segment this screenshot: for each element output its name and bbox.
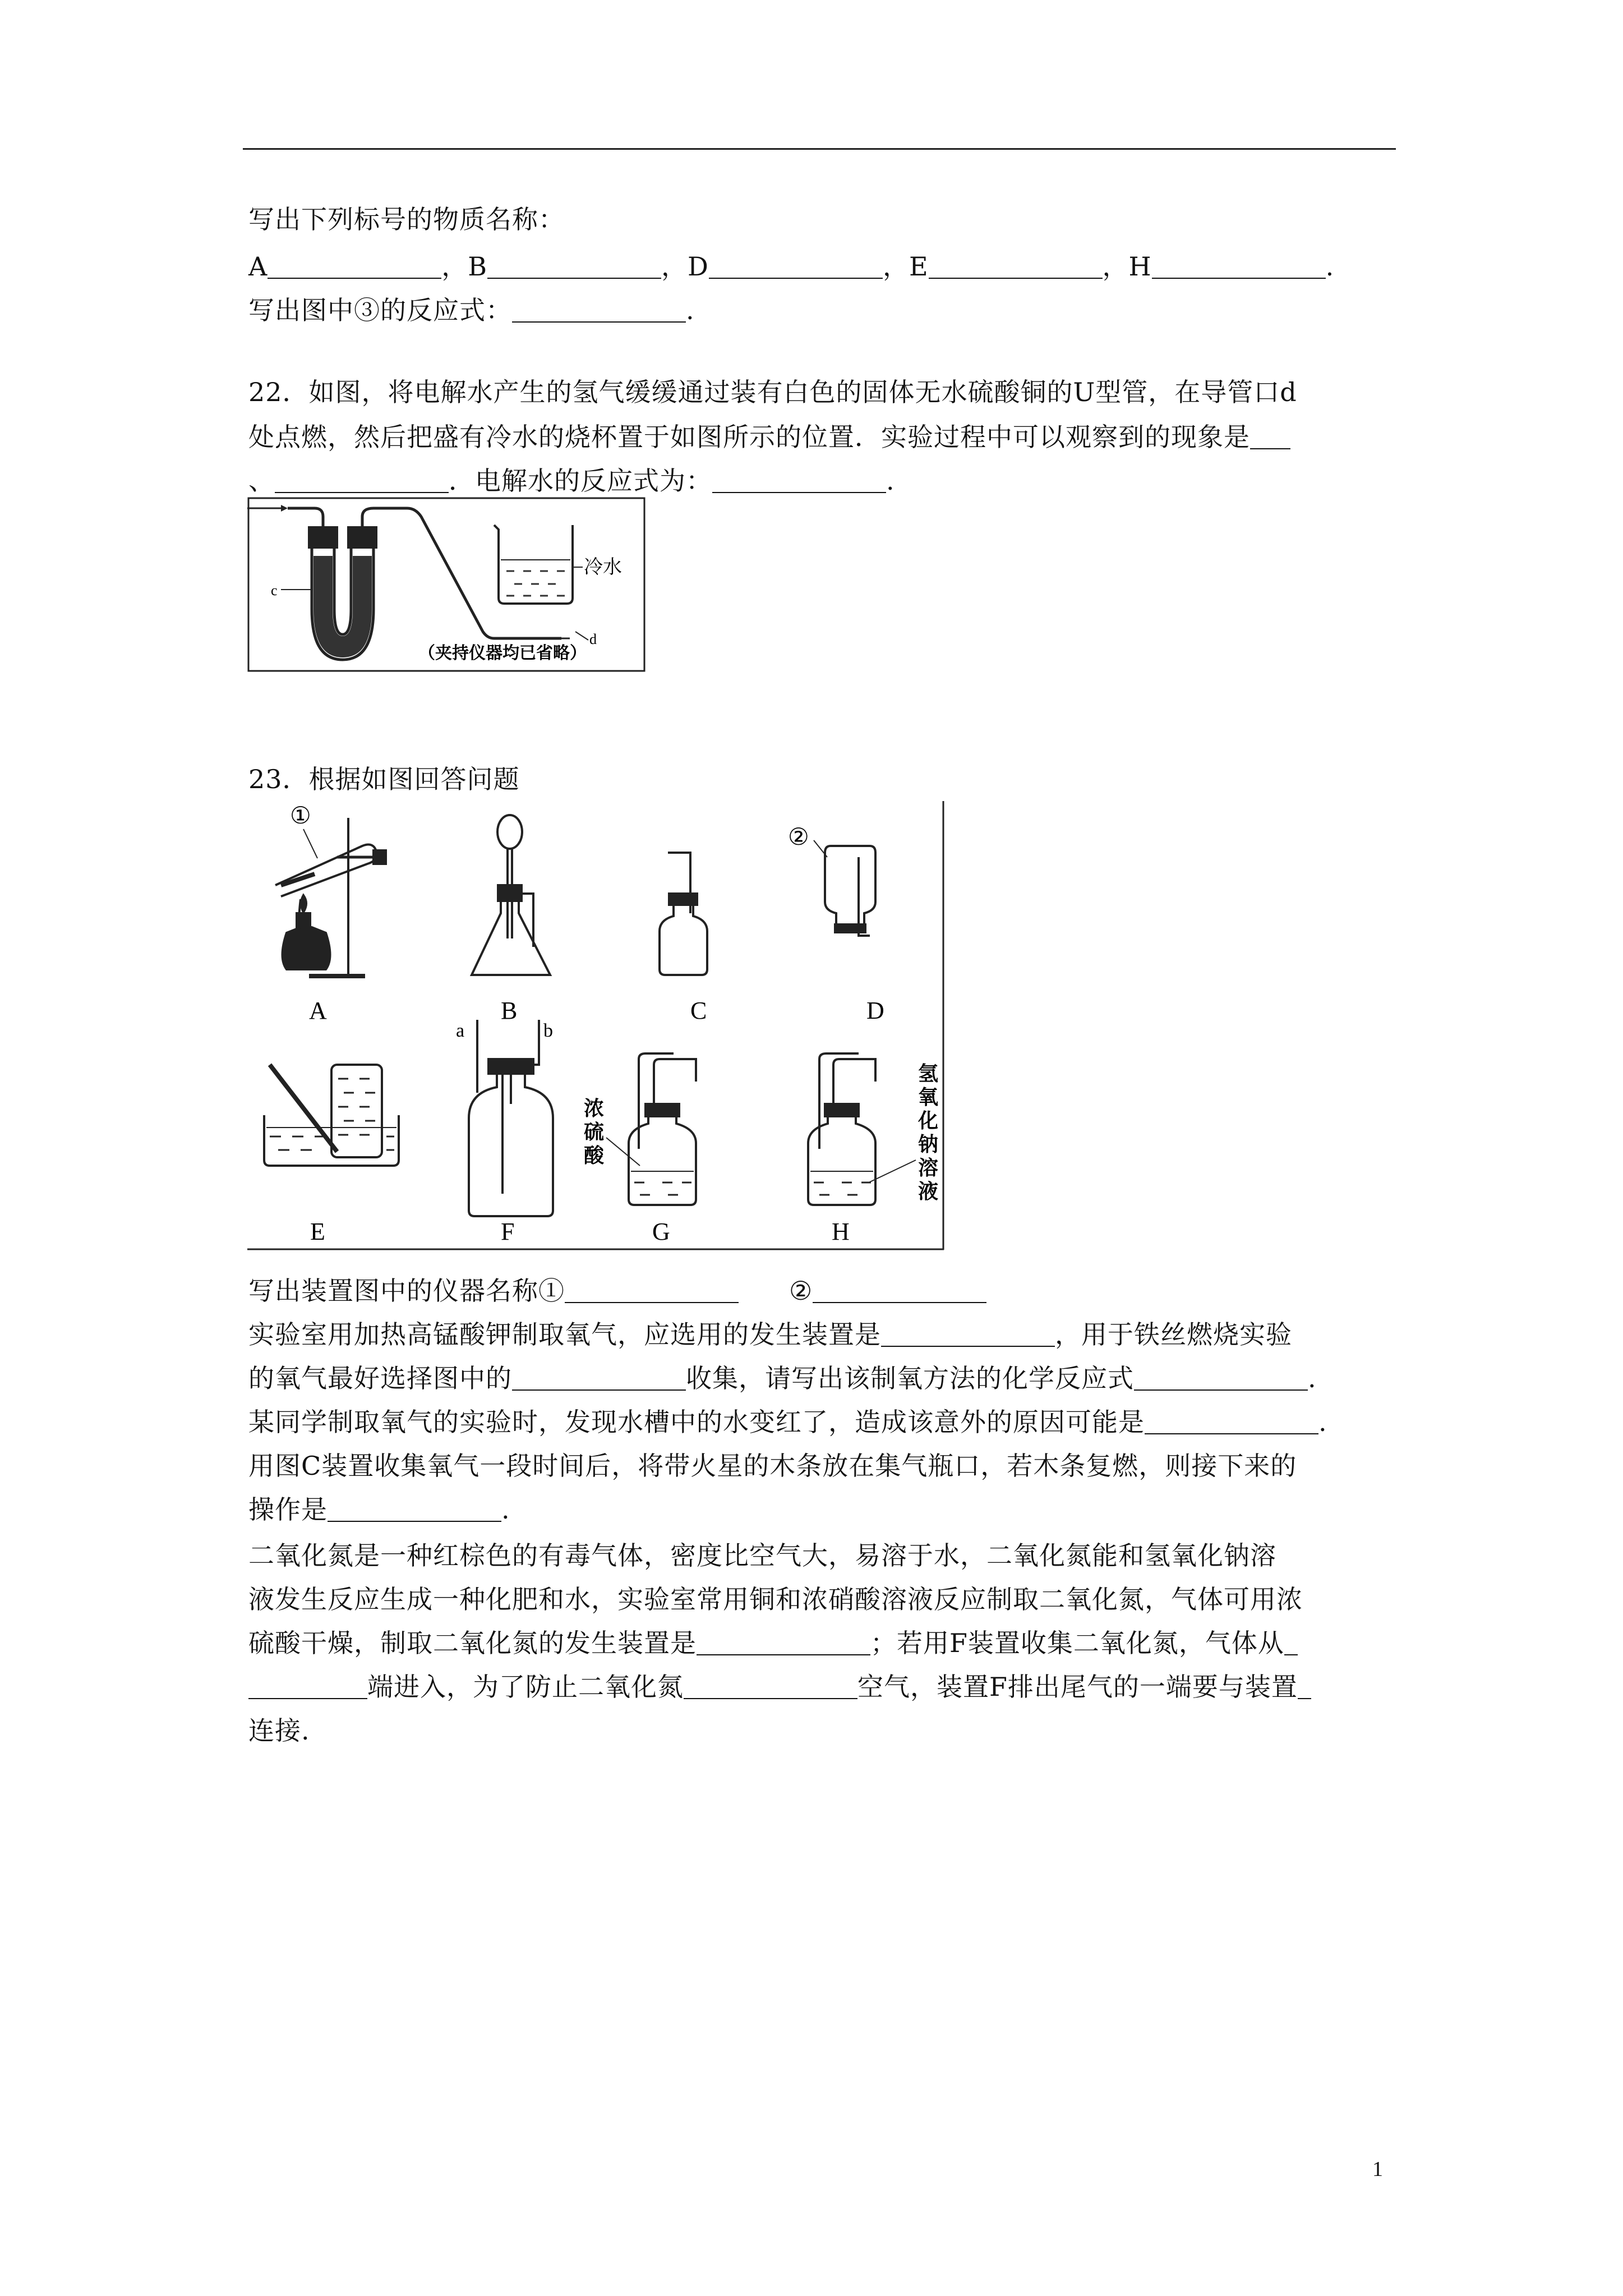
apparatus-c bbox=[660, 853, 707, 975]
q23-l4a: 某同学制取氧气的实验时，发现水槽中的水变红了，造成该意外的原因可能是 bbox=[248, 1407, 1145, 1437]
blank-electrolysis-eq[interactable] bbox=[712, 466, 886, 493]
apparatus-a bbox=[275, 818, 386, 976]
q23-l10a: 端进入，为了防止二氧化氮 bbox=[367, 1672, 684, 1702]
blank-instrument-1[interactable] bbox=[565, 1276, 739, 1303]
h-label-char-3: 化 bbox=[918, 1110, 939, 1133]
q23-line8 bbox=[248, 1577, 1303, 1621]
blank-instrument-2[interactable] bbox=[813, 1276, 986, 1303]
letter-g: G bbox=[652, 1218, 670, 1245]
header-rule bbox=[243, 148, 1396, 150]
q23-line1 bbox=[248, 1269, 986, 1313]
q22-line2-text: 处点燃，然后把盛有冷水的烧杯置于如图所示的位置．实验过程中可以观察到的现象是 bbox=[248, 422, 1250, 452]
blank-d[interactable] bbox=[709, 252, 883, 279]
letter-b: B bbox=[501, 997, 518, 1024]
q23-line5 bbox=[248, 1444, 1297, 1488]
apparatus-e bbox=[264, 1065, 399, 1166]
q23-l3b: 收集，请写出该制氧方法的化学反应式 bbox=[686, 1363, 1134, 1393]
q22-end: . bbox=[886, 466, 895, 496]
label-c: c bbox=[271, 582, 278, 599]
blank-collector[interactable] bbox=[512, 1364, 686, 1391]
q23-line6 bbox=[248, 1488, 510, 1531]
letter-a: A bbox=[309, 997, 327, 1024]
q21-prompt-text: 写出下列标号的物质名称： bbox=[248, 204, 565, 234]
blank-eq3[interactable] bbox=[512, 296, 686, 323]
port-a: a bbox=[456, 1020, 465, 1041]
h-label-char-2: 氧 bbox=[918, 1086, 939, 1109]
blank-next-step[interactable] bbox=[328, 1495, 501, 1522]
blank-tail-device[interactable] bbox=[1298, 1672, 1311, 1699]
q23-l7b: 氧化钠溶 bbox=[1171, 1540, 1276, 1571]
q22-line1 bbox=[248, 370, 1297, 414]
apparatus-b bbox=[472, 815, 550, 975]
h-label-char-6: 液 bbox=[918, 1180, 939, 1203]
apparatus-g bbox=[629, 1053, 696, 1205]
q23-l9b: ；若用F装置收集二氧化氮，气体从 bbox=[870, 1628, 1284, 1658]
q23-l5: 用图C装置收集氧气一段时间后，将带火星的木条放在集气瓶口，若木条复燃，则接下来的 bbox=[248, 1451, 1297, 1481]
apparatus-diagram bbox=[247, 801, 945, 1251]
clamp-note: （夹持仪器均已省略） bbox=[418, 643, 587, 663]
label-period: . bbox=[1325, 251, 1335, 282]
q23-title bbox=[248, 757, 520, 801]
h-label-char-5: 溶 bbox=[918, 1157, 939, 1180]
letter-c: C bbox=[690, 997, 707, 1024]
q23-l1a: 写出装置图中的仪器名称① bbox=[248, 1276, 565, 1306]
q21-equation-line bbox=[248, 288, 695, 332]
q22-line3 bbox=[248, 459, 895, 503]
blank-e[interactable] bbox=[929, 252, 1103, 279]
q23-line3 bbox=[248, 1356, 1317, 1400]
q23-l7a: 二氧化氮是一种红棕色的有毒气体，密度比空气大，易溶于水，二氧化氮能和氢 bbox=[248, 1540, 1171, 1571]
u-tube-diagram bbox=[247, 497, 645, 672]
letter-h: H bbox=[832, 1218, 850, 1245]
apparatus-h bbox=[808, 1053, 875, 1205]
label-e: ，E bbox=[882, 251, 929, 282]
blank-phenomenon-2[interactable] bbox=[275, 466, 449, 493]
q22-comma: 、 bbox=[248, 466, 275, 496]
q23-l9a: 硫酸干燥，制取二氧化氮的发生装置是 bbox=[248, 1628, 697, 1658]
label-b: ，B bbox=[441, 251, 488, 282]
cold-water-label: 冷水 bbox=[584, 556, 622, 578]
q23-l3a: 的氧气最好选择图中的 bbox=[248, 1363, 512, 1393]
blank-pollute[interactable] bbox=[684, 1672, 857, 1699]
letter-e: E bbox=[310, 1218, 325, 1245]
q23-line10 bbox=[248, 1665, 1311, 1709]
blank-port[interactable] bbox=[248, 1672, 367, 1699]
blank-phenomenon-1[interactable] bbox=[1250, 422, 1290, 449]
q22-electrolysis-prompt: ．电解水的反应式为： bbox=[449, 466, 712, 496]
q21-eq-prompt: 写出图中③的反应式： bbox=[248, 295, 512, 325]
blank-reason[interactable] bbox=[1145, 1407, 1318, 1434]
apparatus-d bbox=[825, 846, 875, 936]
q23-l2c: ，用于铁丝燃烧实验 bbox=[1055, 1319, 1292, 1350]
q23-l8: 液发生反应生成一种化肥和水，实验室常用铜和浓硝酸溶液反应制取二氧化氮，气体可用浓 bbox=[248, 1584, 1303, 1614]
page-number: 1 bbox=[1372, 2157, 1383, 2181]
mark-1: ① bbox=[290, 802, 311, 829]
q23-l3c: . bbox=[1308, 1363, 1317, 1393]
q23-line7 bbox=[248, 1534, 1276, 1577]
q23-l4b: . bbox=[1318, 1407, 1327, 1437]
blank-port-start[interactable] bbox=[1284, 1628, 1298, 1655]
q23-l2b: 氧气，应选用的发生装置是 bbox=[565, 1319, 881, 1350]
h-label-char-4: 钠 bbox=[918, 1133, 939, 1156]
q23-l10b: 空气，装置F排出尾气的一端要与装置 bbox=[857, 1672, 1298, 1702]
apparatus-f bbox=[469, 1020, 553, 1216]
blank-reaction-eq[interactable] bbox=[1134, 1364, 1308, 1391]
blank-b[interactable] bbox=[487, 252, 661, 279]
label-h: ，H bbox=[1102, 251, 1152, 282]
blank-generator[interactable] bbox=[881, 1320, 1055, 1347]
q23-line9 bbox=[248, 1621, 1298, 1665]
q23-l6b: . bbox=[501, 1494, 510, 1525]
q21-labels-line bbox=[248, 245, 1334, 288]
port-b: b bbox=[543, 1020, 553, 1041]
q23-line11 bbox=[248, 1709, 310, 1752]
label-d: ，D bbox=[661, 251, 709, 282]
letter-d: D bbox=[866, 997, 884, 1024]
q23-l2a: 实验室用加热高锰酸钾制取 bbox=[248, 1319, 565, 1350]
g-label-char-1: 浓 bbox=[584, 1097, 605, 1120]
mark-2: ② bbox=[788, 823, 809, 850]
blank-a[interactable] bbox=[268, 252, 441, 279]
q23-l6a: 操作是 bbox=[248, 1494, 328, 1525]
q22-line2 bbox=[248, 415, 1290, 459]
h-label-char-1: 氢 bbox=[918, 1062, 939, 1085]
q23-line4 bbox=[248, 1400, 1327, 1444]
blank-h[interactable] bbox=[1152, 252, 1326, 279]
q23-l11: 连接. bbox=[248, 1715, 310, 1746]
g-label-char-3: 酸 bbox=[584, 1144, 605, 1167]
q21-prompt bbox=[248, 197, 565, 241]
g-label-char-2: 硫 bbox=[584, 1121, 605, 1144]
apparatus-figure bbox=[247, 801, 945, 1251]
q23-line2 bbox=[248, 1313, 1292, 1356]
u-tube-figure bbox=[247, 497, 645, 672]
blank-no2-generator[interactable] bbox=[697, 1628, 870, 1655]
label-d: d bbox=[589, 631, 597, 647]
q23-l1b: ② bbox=[789, 1276, 813, 1306]
q23-title-text: 23．根据如图回答问题 bbox=[248, 764, 520, 794]
q21-eq-end: . bbox=[686, 295, 695, 325]
q22-line1-text: 22．如图，将电解水产生的氢气缓缓通过装有白色的固体无水硫酸铜的U型管，在导管口d bbox=[248, 377, 1297, 407]
letter-f: F bbox=[501, 1218, 515, 1245]
label-a: A bbox=[248, 251, 268, 282]
water-dashes bbox=[506, 571, 565, 596]
